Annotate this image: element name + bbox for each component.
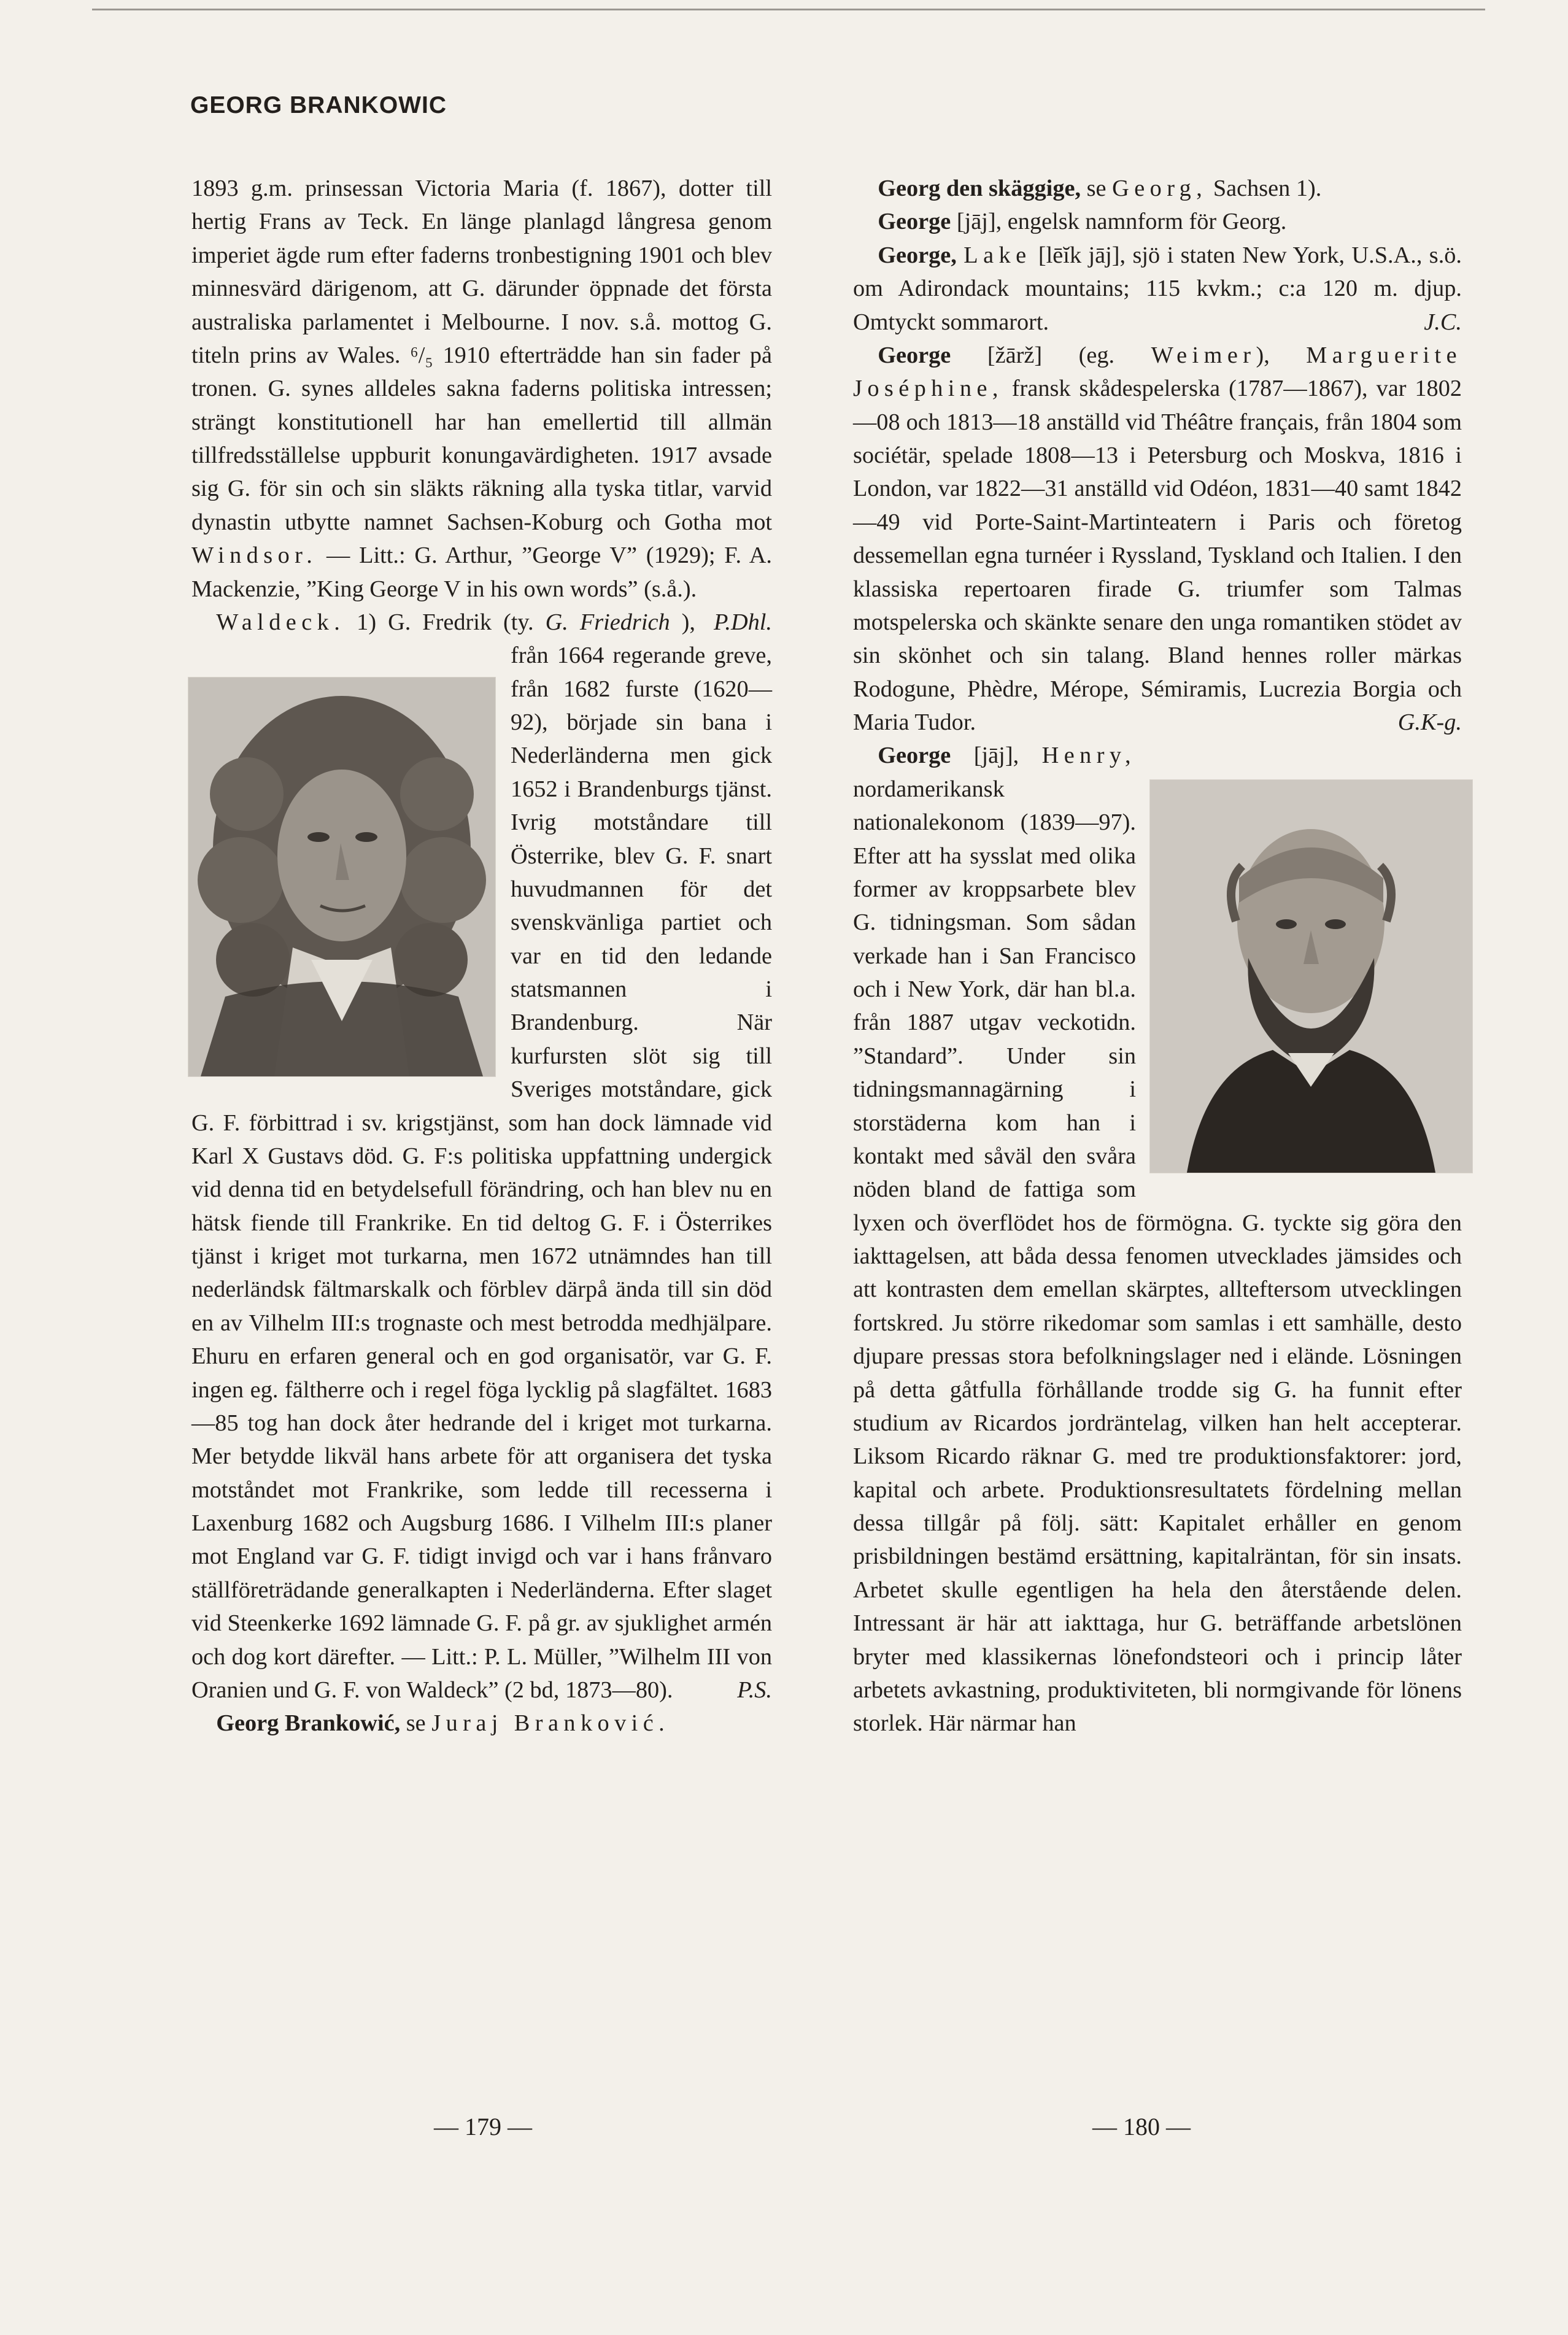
author-signature: J.C. [1424, 309, 1462, 335]
entry-george-name: George [jāj], engelsk namnform för Georg. [878, 209, 1287, 235]
entry-headword: Waldeck. [216, 609, 346, 635]
page-number-left: — 179 — [434, 2113, 532, 2140]
top-edge-rule [92, 9, 1485, 10]
left-column [191, 172, 772, 2025]
portrait-henry-george-image [1150, 780, 1472, 1173]
entry-waldeck: Waldeck. 1) G. Fredrik (ty. G. Friedrich ), från 1664 regerande greve, från 1682 furste (1620—92), började sin bana i Nederländerna men gick 1652 i Brandenburgs tjänst. Ivrig motståndare till Österrike, blev G. F. snart huvudmannen för det svenskvänliga partiet och var en tid den ledande statsmannen i Brandenburg. När kurfursten slöt sig till Sveriges motståndare, gick G. F. förbittrad i sv. krigstjänst, som han dock lämnade vid Karl X Gustavs död. G. F:s politiska uppfattning undergick vid denna tid en betydelsefull förändring, och han blev nu en hätsk fiende till Frankrike. En tid deltog G. F. i Österrikes tjänst i kriget mot turkarna, men 1672 utnämndes han till nederländsk fältmarskalk och förblev därpå ända till sin död en av Vilhelm III:s trognaste och mest betrodda medhjälpare. Ehuru en erfaren general och en god organisatör, var G. F. ingen eg. fältherre och i regel föga lycklig på slagfältet. 1683—85 tog han dock åter hedrande del i kriget mot turkarna. Mer betydde likväl hans arbete för att organisera det tyska motståndet mot Frankrike, som ledde till recesserna i Laxenburg 1682 och Augsburg 1686. I Vilhelm III:s planer mot England var G. F. tidigt invigd och var i hans frånvaro ställföreträdande generalkapten i Nederländerna. Efter slaget vid Steenkerke 1692 lämnade G. F. på gr. av sjuklighet armén och dog kort därefter. — Litt.: P. L. Müller, ”Wilhelm III von Oranien und G. F. von Waldeck” (2 bd, 1873—80). P.S. [191, 606, 772, 1707]
spaced-name: Windsor. [191, 542, 318, 569]
running-head: GEORG BRANKOWIC [190, 92, 447, 118]
author-signature: G.K-g. [1397, 709, 1462, 735]
author-signature: P.Dhl. [713, 609, 772, 635]
entry-georg-den-skaggige: Georg den skäggige, se Georg, Sachsen 1). [878, 176, 1322, 201]
portrait-henry-george [1149, 779, 1473, 1173]
entry-lake-george: George, Lake [lēĭk jāj], sjö i staten New York, U.S.A., s.ö. om Adirondack mountains; 115 kvkm.; c:a 120 m. djup. Omtyckt sommarort. J.C. [853, 239, 1462, 339]
entry-headword: Georg den skäggige, [878, 176, 1081, 201]
entry-headword: George [878, 342, 951, 368]
entry-headword: George [878, 743, 951, 769]
entry-headword: George, [878, 242, 957, 268]
entry-headword: George [878, 209, 951, 235]
author-signature: P.S. [737, 1677, 772, 1703]
portrait-waldeck [188, 677, 496, 1077]
entry-georg-brankowic: Georg Brankowić, se Juraj Branković. [216, 1710, 670, 1737]
right-column [853, 172, 1462, 2025]
entry-henry-george: George [jāj], Henry, nordamerikansk nationalekonom (1839—97). Efter att ha sysslat med olika former av kroppsarbete blev G. tidningsman. Som sådan verkade han i San Francisco och i New York, där han bl.a. från 1887 utgav veckotidn. ”Standard”. Under sin tidningsmannagärning i storstäderna kom han i kontakt med såväl den svåra nöden bland de fattiga som lyxen och överflödet hos de förmögna. G. tyckte sig göra den iakttagelsen, att båda dessa fenomen utvecklades jämsides och att kontrasten dem emellan skärptes, allteftersom utvecklingen fortskred. Ju större rikedomar som samlas i ett samhälle, desto djupare pressas stora befolkningslager ned i elände. Lösningen på detta gåtfulla förhållande trodde sig G. ha funnit efter studium av Ricardos jordräntelag, vilken han helt accepterar. Liksom Ricardo räknar G. med tre produktionsfaktorer: jord, kapital och arbete. Produktionsresultatets fördelning mellan dessa tillgår på följ. sätt: Kapitalet erhåller en genom prisbildningen bestämd ersättning, kapitalräntan, för sin insats. Arbetet skulle egentligen ha hela den återstående delen. Intressant är här att iakttaga, hur G. beträffande arbetslönen bryter med klassikernas lönefondsteori och i princip låter arbetets avkastning, produktiviteten, bli normgivande för lönens storlek. Här närmar han [853, 739, 1462, 1740]
cross-reference: Juraj Branković. [431, 1710, 670, 1737]
entry-george-actress: George [žārž] (eg. Weimer), Marguerite Joséphine, fransk skådespelerska (1787—1867), var 1802—08 och 1813—18 anställd vid Théâtre français, från 1804 som sociétär, spelade 1808—13 i Petersburg och Moskva, 1816 i London, var 1822—31 anställd vid Odéon, 1831—40 samt 1842—49 vid Porte-Saint-Martinteatern i Paris och företog dessemellan egna turnéer i Ryssland, Tyskland och Italien. I den klassiska repertoaren firade G. triumfer som Talmas motspelerska och skänkte senare den unga romantiken stödet av sin skönhet och sin talang. Bland hennes roller märkas Rodogune, Phèdre, Mérope, Sémiramis, Lucrezia Borgia och Maria Tudor. G.K-g. [853, 339, 1462, 739]
cross-reference: Georg, [1112, 176, 1208, 201]
portrait-waldeck-image [188, 677, 495, 1076]
entry-headword: Georg Brankowić, [216, 1710, 401, 1737]
page-number-right: — 180 — [1092, 2113, 1191, 2140]
entry-george-v-continued: 1893 g.m. prinsessan Victoria Maria (f. 1867), dotter till hertig Frans av Teck. En länge planlagd långresa genom imperiet ägde rum efter faderns tronbestigning 1901 och blev minnesvärd därigenom, att G. därunder öppnade det första australiska parlamentet i Melbourne. I nov. s.å. mottog G. titeln prins av Wales. ⁶/₅ 1910 efterträdde han sin fader på tronen. G. synes alldeles sakna faderns politiska intressen; strängt konstitutionell har han emellertid till allmän tillfredsställelse uppburit konungavärdigheten. 1917 avsade sig G. för sin och sin släkts räkning alla tyska titlar, varvid dynastin utbytte namnet Sachsen-Koburg och Gotha mot Windsor. — Litt.: G. Arthur, ”George V” (1929); F. A. Mackenzie, ”King George V in his own words” (s.å.). P.Dhl. [191, 172, 772, 606]
